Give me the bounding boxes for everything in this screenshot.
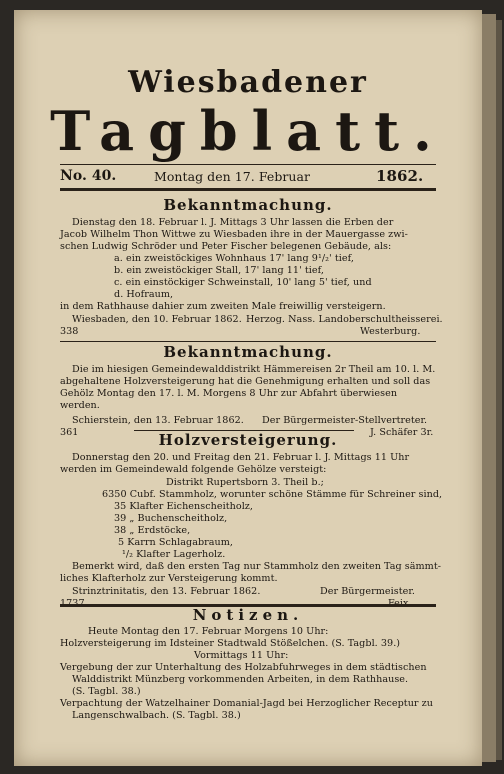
notice2-line: werden. bbox=[60, 400, 100, 411]
masthead-title: Tagblatt. bbox=[50, 99, 446, 163]
notice3-number: 1737 bbox=[60, 598, 85, 609]
notice1-line: schen Ludwig Schröder und Peter Fischer belegenen Gebäude, als: bbox=[60, 241, 392, 252]
notice3-place-date: Strinztrinitatis, den 13. Februar 1862. bbox=[72, 586, 261, 597]
notice2-signature: J. Schäfer 3r. bbox=[370, 427, 434, 438]
masthead-rule bbox=[60, 164, 436, 165]
notice3-title: Holzversteigerung. bbox=[158, 431, 338, 449]
newspaper-page bbox=[14, 10, 482, 766]
notice3-line: werden im Gemeindewald folgende Gehölze versteigt: bbox=[60, 464, 327, 475]
notice3-item: ¹/₂ Klafter Lagerholz. bbox=[122, 549, 226, 560]
notice2-line: abgehaltene Holzversteigerung hat die Genehmigung erhalten und soll das bbox=[60, 376, 431, 387]
notice1-line: c. ein einstöckiger Schweinstall, 10' lang 5' tief, und bbox=[114, 277, 372, 288]
notice3-office: Der Bürgermeister. bbox=[320, 586, 416, 597]
masthead-line1: Wiesbadener bbox=[128, 65, 368, 100]
section-rule bbox=[60, 341, 436, 342]
notice2-line: Die im hiesigen Gemeindewalddistrikt Hämmereisen 2r Theil am 10. l. M. bbox=[72, 364, 436, 375]
notice1-line: Jacob Wilhelm Thon Wittwe zu Wiesbaden ihre in der Mauergasse zwi- bbox=[60, 229, 408, 240]
notizen-line: Vormittags 11 Uhr: bbox=[194, 650, 289, 661]
date-rule bbox=[60, 188, 436, 191]
book-spine-edge bbox=[482, 14, 496, 762]
notice3-item: 6350 Cubf. Stammholz, worunter schöne Stämme für Schreiner sind, bbox=[102, 489, 443, 500]
notice1-line: a. ein zweistöckiges Wohnhaus 17' lang 9¹/₂' tief, bbox=[114, 253, 354, 264]
notice2-line: Gehölz Montag den 17. l. M. Morgens 8 Uhr zur Abfahrt überwiesen bbox=[60, 388, 398, 399]
notice3-remark: liches Klafterholz zur Versteigerung kommt. bbox=[60, 573, 278, 584]
notice1-number: 338 bbox=[60, 326, 79, 337]
issue-number: No. 40. bbox=[60, 168, 117, 184]
notice1-title: Bekanntmachung. bbox=[163, 196, 333, 214]
notice1-line: b. ein zweistöckiger Stall, 17' lang 11' tief, bbox=[114, 265, 324, 276]
notice3-remark: Bemerkt wird, daß den ersten Tag nur Stammholz den zweiten Tag sämmt- bbox=[72, 561, 442, 572]
notizen-line: Heute Montag den 17. Februar Morgens 10 Uhr: bbox=[88, 626, 329, 637]
notice1-signature: Westerburg. bbox=[360, 326, 421, 337]
notice3-line: Donnerstag den 20. und Freitag den 21. Februar l. J. Mittags 11 Uhr bbox=[72, 452, 410, 463]
notice1-line: d. Hofraum, bbox=[114, 289, 174, 300]
notizen-line: Verpachtung der Watzelhainer Domanial-Jagd bei Herzoglicher Receptur zu bbox=[60, 698, 433, 709]
notice1-line: in dem Rathhause dahier zum zweiten Male freiwillig versteigern. bbox=[60, 301, 386, 312]
notice3-district: Distrikt Rupertsborn 3. Theil b.; bbox=[166, 477, 324, 488]
notice3-item: 38 „ Erdstöcke, bbox=[114, 525, 191, 536]
notice2-office: Der Bürgermeister-Stellvertreter. bbox=[262, 415, 428, 426]
notice1-office: Herzog. Nass. Landoberschultheisserei. bbox=[246, 314, 443, 325]
issue-year: 1862. bbox=[376, 167, 424, 185]
notice2-title: Bekanntmachung. bbox=[163, 343, 333, 361]
notizen-title: Notizen. bbox=[192, 606, 304, 624]
notizen-line: Walddistrikt Münzberg vorkommenden Arbeiten, in dem Rathhause. bbox=[72, 674, 409, 685]
notice3-signature: Feix. bbox=[388, 598, 412, 609]
notizen-line: Vergebung der zur Unterhaltung des Holzabfuhrweges in dem städtischen bbox=[60, 662, 427, 673]
notice1-line: Dienstag den 18. Februar l. J. Mittags 3 Uhr lassen die Erben der bbox=[72, 217, 394, 228]
notizen-line: Holzversteigerung im Idsteiner Stadtwald Stößelchen. (S. Tagbl. 39.) bbox=[60, 638, 401, 649]
book-spine-shadow bbox=[496, 20, 502, 760]
notizen-line: (S. Tagbl. 38.) bbox=[72, 686, 141, 697]
issue-date: Montag den 17. Februar bbox=[154, 169, 311, 184]
notice3-item: 5 Karrn Schlagabraum, bbox=[118, 537, 234, 548]
notice2-number: 361 bbox=[60, 427, 79, 438]
notizen-line: Langenschwalbach. (S. Tagbl. 38.) bbox=[72, 710, 241, 721]
notice2-place-date: Schierstein, den 13. Februar 1862. bbox=[72, 415, 244, 426]
notice3-item: 35 Klafter Eichenscheitholz, bbox=[114, 501, 254, 512]
notice1-place-date: Wiesbaden, den 10. Februar 1862. bbox=[72, 314, 242, 325]
notice3-item: 39 „ Buchenscheitholz, bbox=[114, 513, 228, 524]
